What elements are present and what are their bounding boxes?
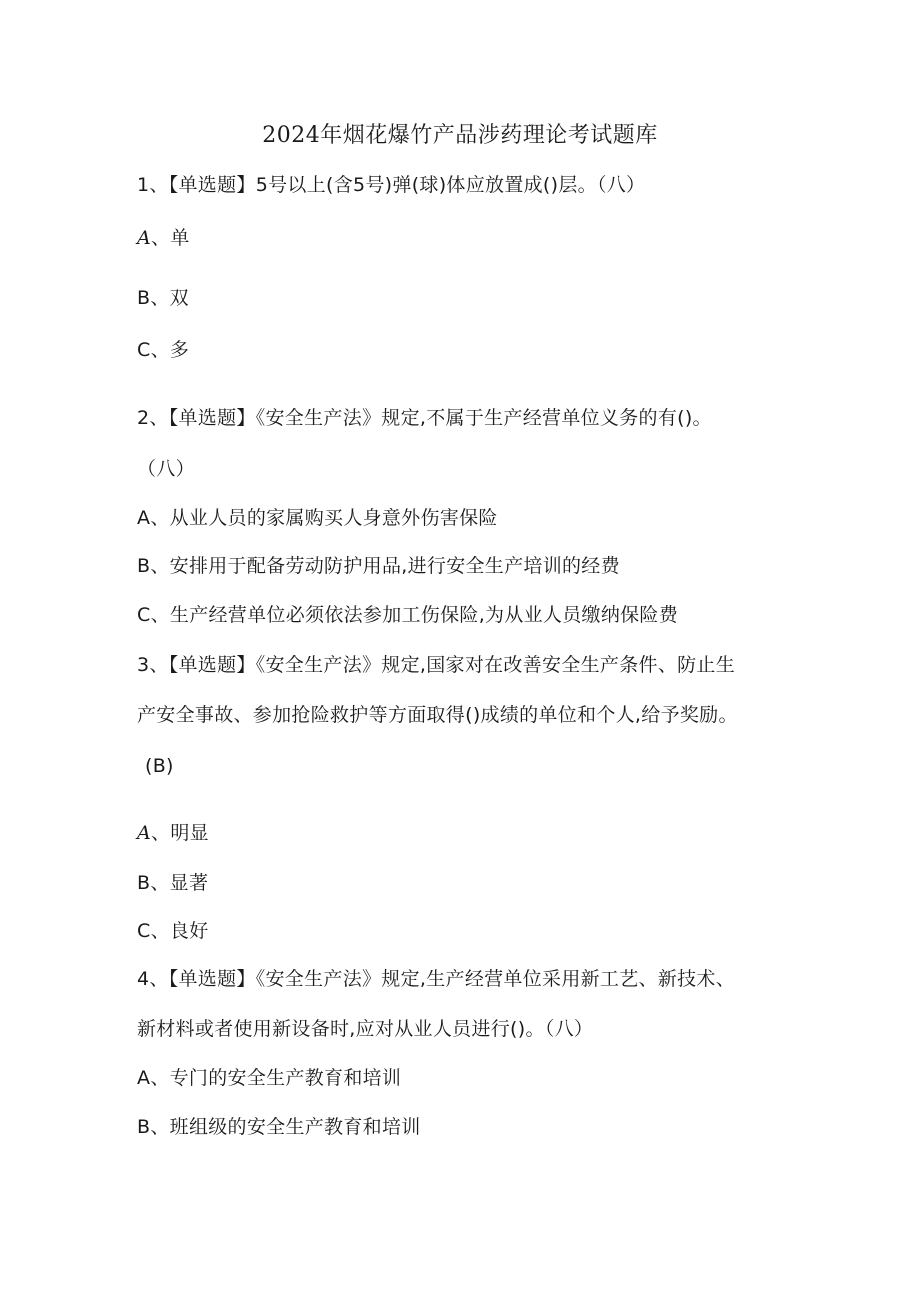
question-2-option-a	[137, 505, 498, 531]
option-text: 明显	[170, 822, 209, 844]
option-letter: C	[137, 604, 151, 626]
option-separator: 、	[150, 287, 170, 309]
option-text: 多	[169, 339, 190, 361]
question-4-stem-line-1: 4、【单选题】《安全生产法》规定,生产经营单位采用新工艺、新技术、	[137, 968, 736, 990]
question-3-stem-line-2: 产安全事故、参加抢险救护等方面取得()成绩的单位和个人,给予奖励。	[137, 704, 738, 726]
document-title: 2024年烟花爆竹产品涉药理论考试题库	[262, 123, 658, 148]
question-2-option-c	[137, 602, 678, 628]
option-text: 单	[170, 227, 190, 249]
option-separator: 、	[151, 227, 171, 249]
option-letter: A	[137, 822, 152, 844]
option-letter: B	[137, 555, 151, 577]
question-2-stem-line-2: （八）	[137, 458, 195, 480]
option-separator: 、	[150, 920, 170, 942]
question-4-stem-line-2: 新材料或者使用新设备时,应对从业人员进行()。（八）	[137, 1018, 594, 1040]
option-text: 显著	[169, 872, 209, 894]
question-1-option-c	[137, 337, 189, 363]
question-1-option-a	[137, 225, 190, 251]
option-text: 安排用于配备劳动防护用品,进行安全生产培训的经费	[169, 555, 620, 577]
option-separator: 、	[150, 507, 170, 529]
question-3-stem-line-1: 3、【单选题】《安全生产法》规定,国家对在改善安全生产条件、防止生	[137, 654, 736, 676]
option-separator: 、	[150, 339, 170, 361]
option-letter: B	[137, 287, 151, 309]
question-4-option-a	[137, 1065, 401, 1091]
option-letter: A	[137, 227, 152, 249]
option-separator: 、	[150, 1067, 170, 1089]
option-text: 良好	[169, 920, 209, 942]
option-text: 专门的安全生产教育和培训	[169, 1067, 402, 1089]
question-2-option-b	[137, 553, 620, 579]
option-separator: 、	[150, 604, 170, 626]
option-separator: 、	[150, 872, 170, 894]
question-2-stem-line-1: 2、【单选题】《安全生产法》规定,不属于生产经营单位义务的有()。	[137, 407, 712, 429]
option-letter: A	[137, 1067, 151, 1089]
option-separator: 、	[150, 1116, 170, 1138]
option-text: 双	[169, 287, 189, 309]
question-3-option-b	[137, 870, 208, 896]
question-4-option-b	[137, 1114, 421, 1140]
option-text: 从业人员的家属购买人身意外伤害保险	[169, 507, 498, 529]
option-separator: 、	[150, 555, 170, 577]
question-3-option-a	[137, 820, 209, 846]
option-text: 生产经营单位必须依法参加工伤保险,为从业人员缴纳保险费	[169, 604, 679, 626]
question-1-stem-line-1: 1、【单选题】5号以上(含5号)弹(球)体应放置成()层。（八）	[137, 174, 646, 196]
question-3-stem-line-3: (B)	[145, 755, 174, 777]
option-letter: B	[137, 1116, 151, 1138]
option-letter: A	[137, 507, 151, 529]
question-1-option-b	[137, 285, 189, 311]
question-3-option-c	[137, 918, 209, 944]
option-letter: B	[137, 872, 151, 894]
option-letter: C	[137, 920, 151, 942]
option-separator: 、	[151, 822, 171, 844]
option-letter: C	[137, 339, 151, 361]
option-text: 班组级的安全生产教育和培训	[169, 1116, 421, 1138]
